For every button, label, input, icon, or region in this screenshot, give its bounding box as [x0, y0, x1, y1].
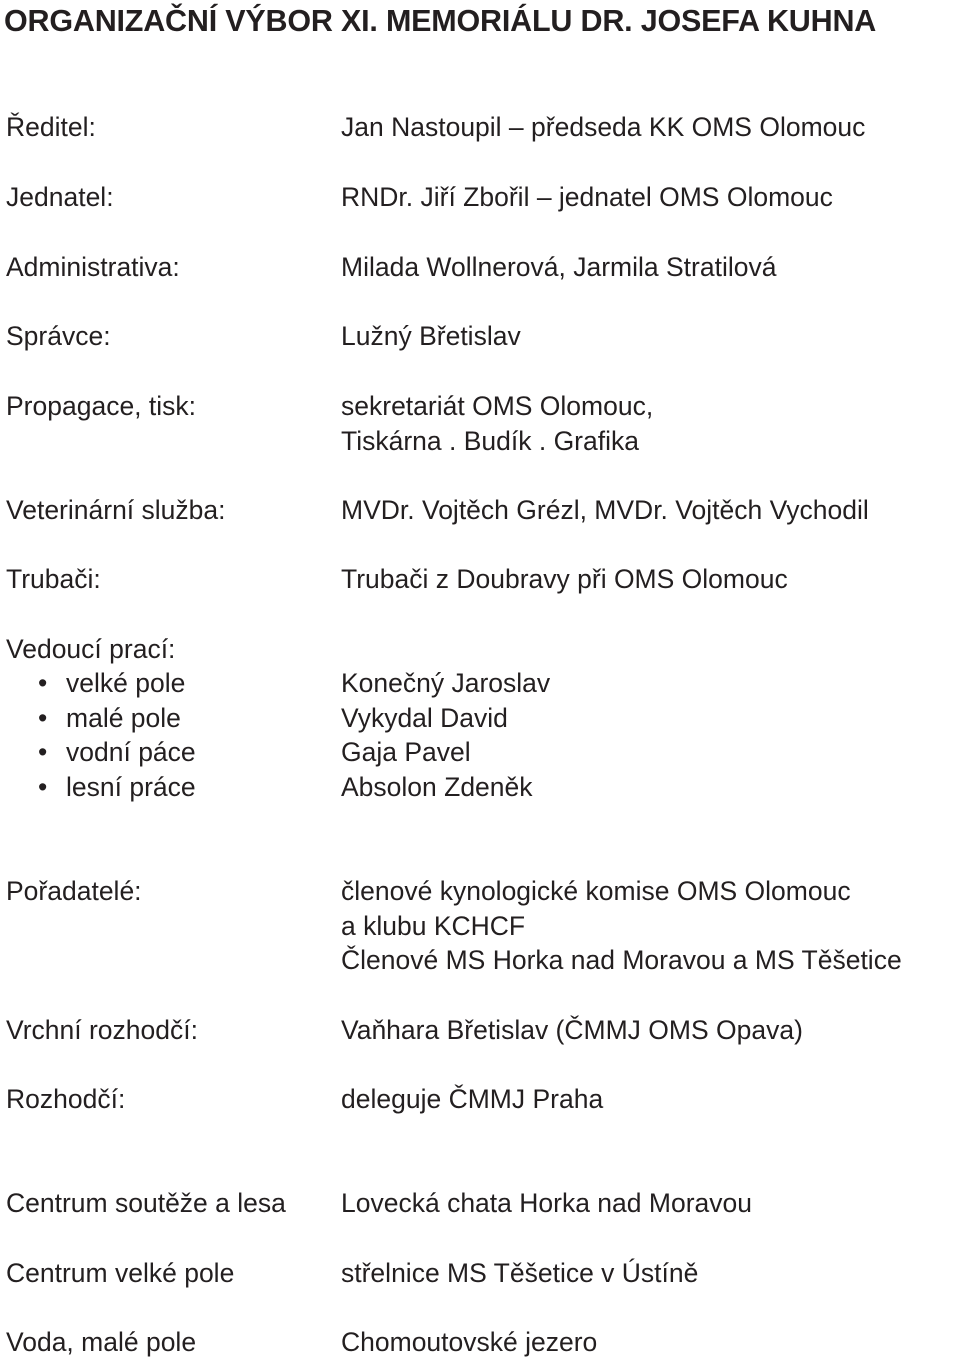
row-label: Trubači: — [6, 564, 101, 594]
bullet-icon: • — [38, 771, 48, 802]
work-leader-name: Gaja Pavel — [341, 737, 471, 767]
bullet-icon: • — [38, 737, 48, 767]
row-value-line: Členové MS Horka nad Moravou a MS Těšetice — [341, 945, 902, 975]
row-label: Veterinární služba: — [6, 495, 226, 525]
row-value: Vaňhara Břetislav (ČMMJ OMS Opava) — [341, 1015, 803, 1045]
row-label: Propagace, tisk: — [6, 391, 197, 421]
row-value-line: sekretariát OMS Olomouc, — [341, 391, 654, 421]
row-value-line: a klubu KCHCF — [341, 910, 526, 941]
work-leaders-label: Vedoucí prací: — [6, 634, 176, 664]
bullet-icon: • — [38, 702, 48, 733]
list-item — [0, 666, 196, 701]
list-item — [0, 770, 196, 805]
bullet-icon: • — [38, 668, 48, 698]
row-value-line: Tiskárna . Budík . Grafika — [341, 425, 639, 456]
work-area-label: velké pole — [66, 668, 186, 698]
row-value — [341, 389, 653, 458]
row-label: Jednatel: — [6, 182, 114, 212]
row-label: Pořadatelé: — [6, 876, 142, 906]
row-label: Vrchní rozhodčí: — [6, 1015, 198, 1045]
work-leader-name: Absolon Zdeněk — [341, 771, 533, 802]
row-label: Voda, malé pole — [6, 1327, 197, 1357]
row-label: Centrum soutěže a lesa — [6, 1188, 286, 1218]
row-label: Ředitel: — [6, 112, 96, 142]
row-value: Trubači z Doubravy při OMS Olomouc — [341, 564, 788, 594]
row-label: Rozhodčí: — [6, 1084, 126, 1114]
row-value: střelnice MS Těšetice v Ústíně — [341, 1258, 699, 1288]
row-value-line: členové kynologické komise OMS Olomouc — [341, 876, 851, 906]
list-item — [0, 701, 196, 736]
row-label: Administrativa: — [6, 252, 180, 282]
work-leader-name: Vykydal David — [341, 702, 508, 733]
work-leaders-bullets — [0, 666, 196, 804]
row-value: Milada Wollnerová, Jarmila Stratilová — [341, 252, 777, 282]
work-area-label: malé pole — [66, 702, 181, 733]
row-value: Lužný Břetislav — [341, 321, 521, 351]
work-leaders-names — [341, 666, 550, 804]
row-value: MVDr. Vojtěch Grézl, MVDr. Vojtěch Vychodil — [341, 495, 869, 525]
row-value — [341, 874, 902, 978]
row-value: deleguje ČMMJ Praha — [341, 1084, 604, 1114]
row-value: Lovecká chata Horka nad Moravou — [341, 1188, 752, 1218]
row-value: Chomoutovské jezero — [341, 1327, 598, 1357]
row-label: Centrum velké pole — [6, 1258, 235, 1288]
list-item — [0, 735, 196, 770]
work-area-label: vodní páce — [66, 737, 196, 767]
work-area-label: lesní práce — [66, 771, 196, 802]
row-label: Správce: — [6, 321, 111, 351]
row-value: RNDr. Jiří Zbořil – jednatel OMS Olomouc — [341, 182, 833, 212]
page-title: ORGANIZAČNÍ VÝBOR XI. MEMORIÁLU DR. JOSEFA KUHNA — [4, 4, 877, 38]
work-leader-name: Konečný Jaroslav — [341, 668, 551, 698]
row-value: Jan Nastoupil – předseda KK OMS Olomouc — [341, 112, 866, 142]
